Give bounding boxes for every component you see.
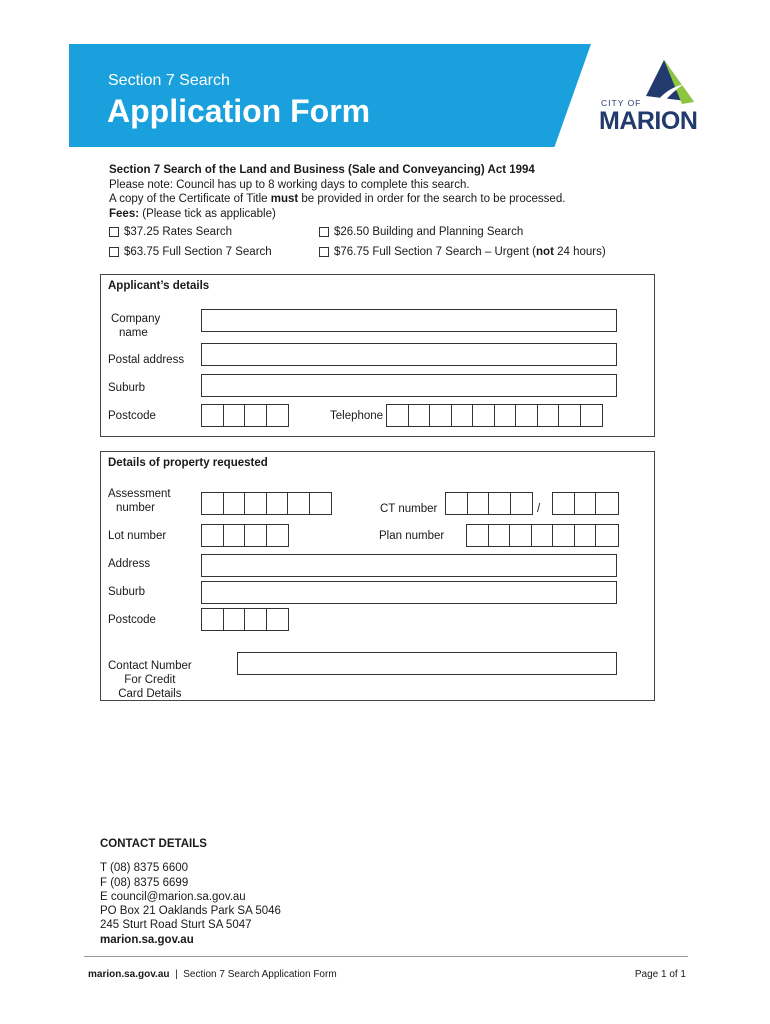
lot-number-label: Lot number (108, 530, 167, 542)
property-postcode-input[interactable] (201, 608, 289, 631)
address-label: Address (108, 558, 151, 570)
assessment-label: Assessment number (108, 488, 171, 514)
company-name-input[interactable] (201, 309, 617, 332)
postal-address-input[interactable] (201, 343, 617, 366)
fee-option-rates[interactable]: $37.25 Rates Search (109, 226, 232, 238)
contact-heading: CONTACT DETAILS (100, 838, 207, 850)
logo-marion-text: MARION (599, 107, 698, 135)
plan-number-input[interactable] (466, 524, 619, 547)
fees-line: Fees: (Please tick as applicable) (109, 207, 276, 220)
property-suburb-input[interactable] (201, 581, 617, 604)
ct-number-label: CT number (380, 503, 438, 515)
ct-slash: / (537, 503, 541, 515)
applicant-title: Applicant’s details (108, 280, 210, 292)
telephone-input[interactable] (386, 404, 603, 427)
contact-website: marion.sa.gov.au (100, 933, 194, 946)
working-days-note: Please note: Council has up to 8 working days to complete this search. (109, 178, 470, 191)
plan-number-label: Plan number (379, 530, 445, 542)
contact-street: 245 Sturt Road Sturt SA 5047 (100, 919, 252, 932)
checkbox-icon[interactable] (109, 227, 119, 237)
applicant-section (100, 274, 655, 437)
property-title: Details of property requested (108, 457, 268, 469)
lot-number-input[interactable] (201, 524, 289, 547)
footer-page-number: Page 1 of 1 (634, 969, 686, 980)
fee-option-urgent[interactable]: $76.75 Full Section 7 Search – Urgent (not 24 hours) (319, 246, 606, 258)
act-heading: Section 7 Search of the Land and Business (Sale and Conveyancing) Act 1994 (109, 164, 535, 176)
property-suburb-label: Suburb (108, 586, 146, 598)
footer-divider (84, 956, 688, 957)
certificate-note: A copy of the Certificate of Title must be provided in order for the search to be processed. (109, 193, 566, 205)
contact-details (100, 837, 281, 947)
ct-volume-input[interactable] (552, 492, 619, 515)
footer-left: marion.sa.gov.au | Section 7 Search Application Form (88, 969, 337, 980)
postcode-label: Postcode (108, 410, 156, 422)
property-postcode-label: Postcode (108, 614, 156, 626)
fee-option-full[interactable]: $63.75 Full Section 7 Search (109, 246, 272, 258)
postal-label: Postal address (108, 354, 185, 366)
assessment-number-input[interactable] (201, 492, 332, 515)
fee-option-building[interactable]: $26.50 Building and Planning Search (319, 226, 523, 238)
checkbox-icon[interactable] (319, 247, 329, 257)
applicant-postcode-input[interactable] (201, 404, 289, 427)
credit-card-contact-input[interactable] (237, 652, 617, 675)
intro-text (109, 163, 565, 221)
logo-city-text: CITY OF (601, 98, 642, 108)
checkbox-icon[interactable] (109, 247, 119, 257)
contact-phone: T (08) 8375 6600 (100, 862, 189, 875)
contact-po-box: PO Box 21 Oaklands Park SA 5046 (100, 905, 281, 918)
telephone-label: Telephone (330, 410, 384, 422)
ct-number-input[interactable] (445, 492, 533, 515)
contact-number-label: Contact Number For Credit Card Details (108, 660, 192, 700)
applicant-suburb-input[interactable] (201, 374, 617, 397)
company-label: Company name (111, 313, 161, 339)
contact-fax: F (08) 8375 6699 (100, 876, 189, 889)
suburb-label: Suburb (108, 382, 146, 394)
contact-email: E council@marion.sa.gov.au (100, 890, 246, 903)
form-title: Application Form (107, 93, 371, 129)
form-subtitle: Section 7 Search (108, 72, 230, 89)
property-section (100, 451, 655, 701)
checkbox-icon[interactable] (319, 227, 329, 237)
property-address-input[interactable] (201, 554, 617, 577)
